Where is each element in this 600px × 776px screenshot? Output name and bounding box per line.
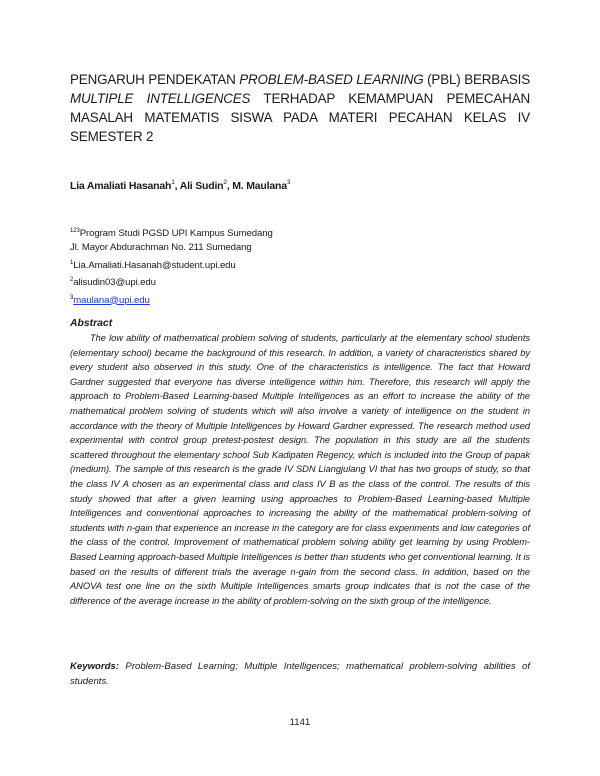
author-affiliation-mark: 1: [171, 179, 175, 186]
author-affiliation-mark: 2: [223, 179, 227, 186]
affiliation-block: [70, 224, 273, 308]
keywords-paragraph: [70, 660, 530, 689]
keywords-label: Keywords:: [70, 661, 120, 672]
title-line-4: SEMESTER 2: [70, 129, 154, 144]
title-line-3: MASALAH MATEMATIS SISWA PADA MATERI PECAHAN KELAS IV: [70, 110, 530, 125]
author-email-1: $^1$Lia.Amaliati.Hasanah@student.upi.edu: [70, 259, 236, 271]
affiliation-address: Jl. Mayor Abdurachman No. 211 Sumedang: [70, 242, 252, 254]
author-email-2: $^2$alisudin03@upi.edu: [70, 277, 156, 289]
author-email-3: $^3$maulana@upi.edu: [70, 294, 150, 306]
title-line-1: PENGARUH PENDEKATAN PROBLEM-BASED LEARNING (PBL) BERBASIS: [70, 72, 530, 87]
abstract-heading: Abstract: [70, 318, 113, 329]
affiliation-program: $^{123}$Program Studi PGSD UPI Kampus Sumedang: [70, 228, 273, 239]
email-link[interactable]: maulana@upi.edu: [73, 294, 150, 306]
author-list: Lia Amaliati Hasanah$^1$, Ali Sudin$^2$, M. Maulana$^3$: [70, 179, 291, 192]
title-line-2: MULTIPLE INTELLIGENCES TERHADAP KEMAMPUAN PEMECAHAN: [70, 91, 531, 106]
author-name: M. Maulana: [232, 180, 287, 192]
author-name: Ali Sudin: [179, 180, 224, 192]
author-affiliation-mark: 3: [286, 179, 291, 186]
paper-title: [70, 70, 530, 146]
keywords-text: Problem-Based Learning; Multiple Intelligences; mathematical problem-solving abilities of students.: [70, 661, 530, 687]
page-number: 1141: [289, 717, 311, 728]
abstract-text: The low ability of mathematical problem solving of students, particularly at the elementary school students (elementary school) became the background of this research. In addition, a variety of characteristics shared by every student also observed in this study. One of the characteristics is intelligence. The fact that Howard Gardner suggested that everyone has diverse intelligence within him. Therefore, this research will apply the approach to Problem-Based Learning-based Multiple Intelligences as an effort to increase the ability of the mathematical problem solving of students which will also involve a variety of intelligence on the student in accordance with the theory of Multiple Intelligences by Howard Gardner expressed. The research method used experimental with control group pretest-postest design. The population in this study are all the students scattered throughout the elementary school Sub Kadipaten Regency, which is included into the Group of papak (medium). The sample of this research is the grade IV SDN Liangjulang VI that has two groups of study, so that the class IV A chosen as an experimental class and class IV B as the class of the control. The results of this study showed that after a given learning using approaches to Problem-Based Learning-based Multiple Intelligences and conventional approaches to increasing the ability of the mathematical problem-solving of students with n-gain that experience an increase in the category are for class experiments and low categories of the class of the control. Improvement of mathematical problem solving ability get learning by using Problem-Based Learning approach-based Multiple Intelligences is better than students who get conventional learning. It is based on the results of different trials the average n-gain from the second class. In addition, based on the ANOVA test one line on the sixth Multiple Intelligences smarts group indicates that is not the case of the difference of the average increase in the ability of problem-solving on the sixth group of the intelligence.: [70, 333, 530, 606]
author-name: Lia Amaliati Hasanah: [70, 180, 172, 192]
